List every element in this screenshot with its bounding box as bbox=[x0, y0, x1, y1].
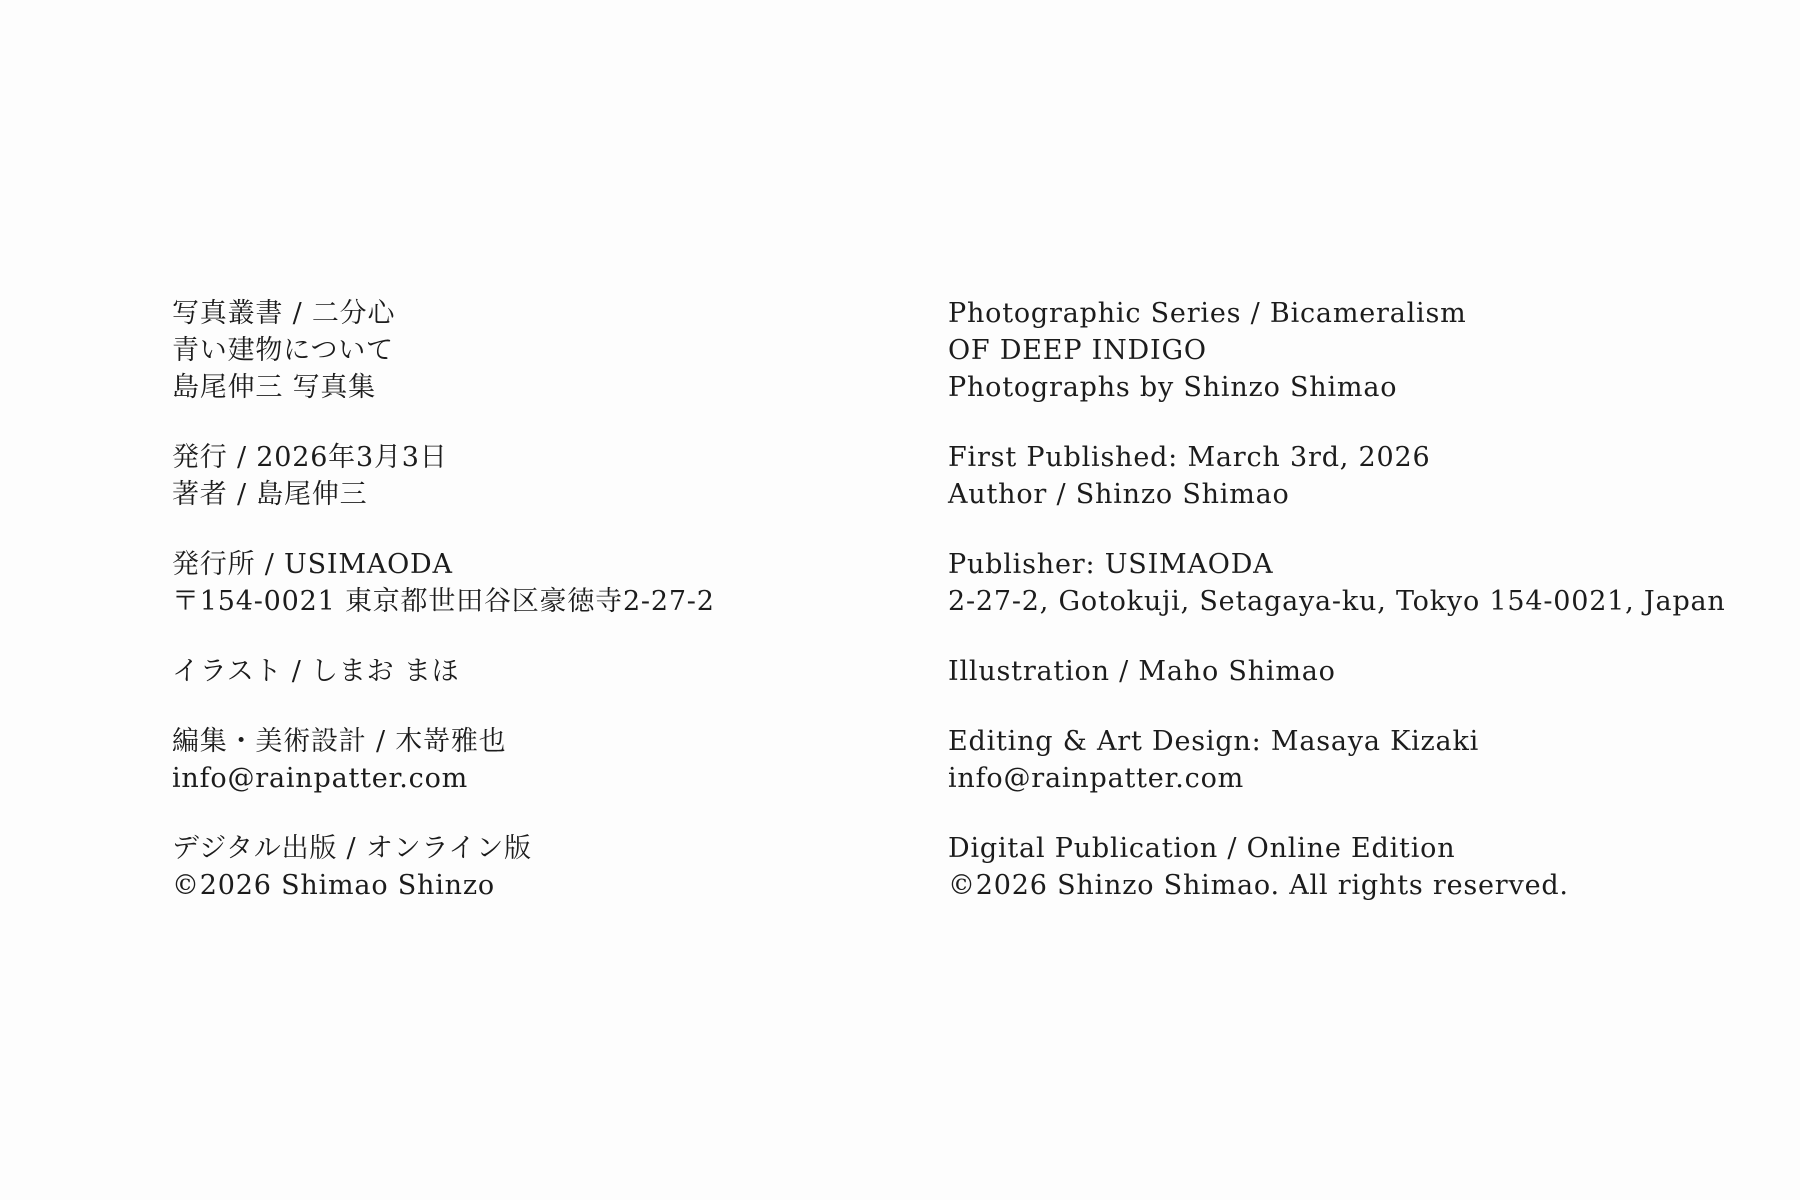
digital-edition-en: Digital Publication / Online Edition bbox=[948, 833, 1456, 864]
copyright-en: ©2026 Shinzo Shimao. All rights reserved. bbox=[948, 870, 1569, 901]
series-title-group-jp bbox=[172, 295, 715, 406]
colophon-column-english bbox=[948, 295, 1726, 904]
digital-group-en bbox=[948, 830, 1726, 904]
author-en: Author / Shinzo Shimao bbox=[948, 479, 1290, 510]
publisher-address-jp: 〒154-0021 東京都世田谷区豪徳寺2-27-2 bbox=[172, 586, 715, 617]
contact-email-en: info@rainpatter.com bbox=[948, 763, 1245, 794]
publisher-group-jp bbox=[172, 546, 715, 620]
illustration-group-jp bbox=[172, 653, 715, 690]
digital-edition-jp: デジタル出版 / オンライン版 bbox=[172, 833, 532, 864]
publication-group-en bbox=[948, 439, 1726, 513]
series-title-group-en bbox=[948, 295, 1726, 406]
series-line: 写真叢書 / 二分心 bbox=[172, 298, 396, 329]
editing-credit-jp: 編集・美術設計 / 木嵜雅也 bbox=[172, 726, 507, 757]
digital-group-jp bbox=[172, 830, 715, 904]
publisher-en: Publisher: USIMAODA bbox=[948, 549, 1274, 580]
contact-email: info@rainpatter.com bbox=[172, 763, 469, 794]
editing-group-en bbox=[948, 723, 1726, 797]
author-credit-en: Photographs by Shinzo Shimao bbox=[948, 372, 1398, 403]
copyright-jp: ©2026 Shimao Shinzo bbox=[172, 870, 495, 901]
publisher-jp: 発行所 / USIMAODA bbox=[172, 549, 453, 580]
publication-group-jp bbox=[172, 439, 715, 513]
publish-date-jp: 発行 / 2026年3月3日 bbox=[172, 442, 448, 473]
book-title-jp: 青い建物について bbox=[172, 335, 394, 366]
publish-date-en: First Published: March 3rd, 2026 bbox=[948, 442, 1431, 473]
colophon-column-japanese bbox=[172, 295, 715, 904]
publisher-group-en bbox=[948, 546, 1726, 620]
illustration-credit-en: Illustration / Maho Shimao bbox=[948, 656, 1336, 687]
publisher-address-en: 2-27-2, Gotokuji, Setagaya-ku, Tokyo 154-0021, Japan bbox=[948, 586, 1726, 617]
book-title-en: OF DEEP INDIGO bbox=[948, 335, 1207, 366]
editing-credit-en: Editing & Art Design: Masaya Kizaki bbox=[948, 726, 1480, 757]
author-credit-jp: 島尾伸三 写真集 bbox=[172, 372, 376, 403]
author-jp: 著者 / 島尾伸三 bbox=[172, 479, 368, 510]
editing-group-jp bbox=[172, 723, 715, 797]
illustration-group-en bbox=[948, 653, 1726, 690]
illustration-credit-jp: イラスト / しまお まほ bbox=[172, 656, 460, 687]
series-line-en: Photographic Series / Bicameralism bbox=[948, 298, 1467, 329]
